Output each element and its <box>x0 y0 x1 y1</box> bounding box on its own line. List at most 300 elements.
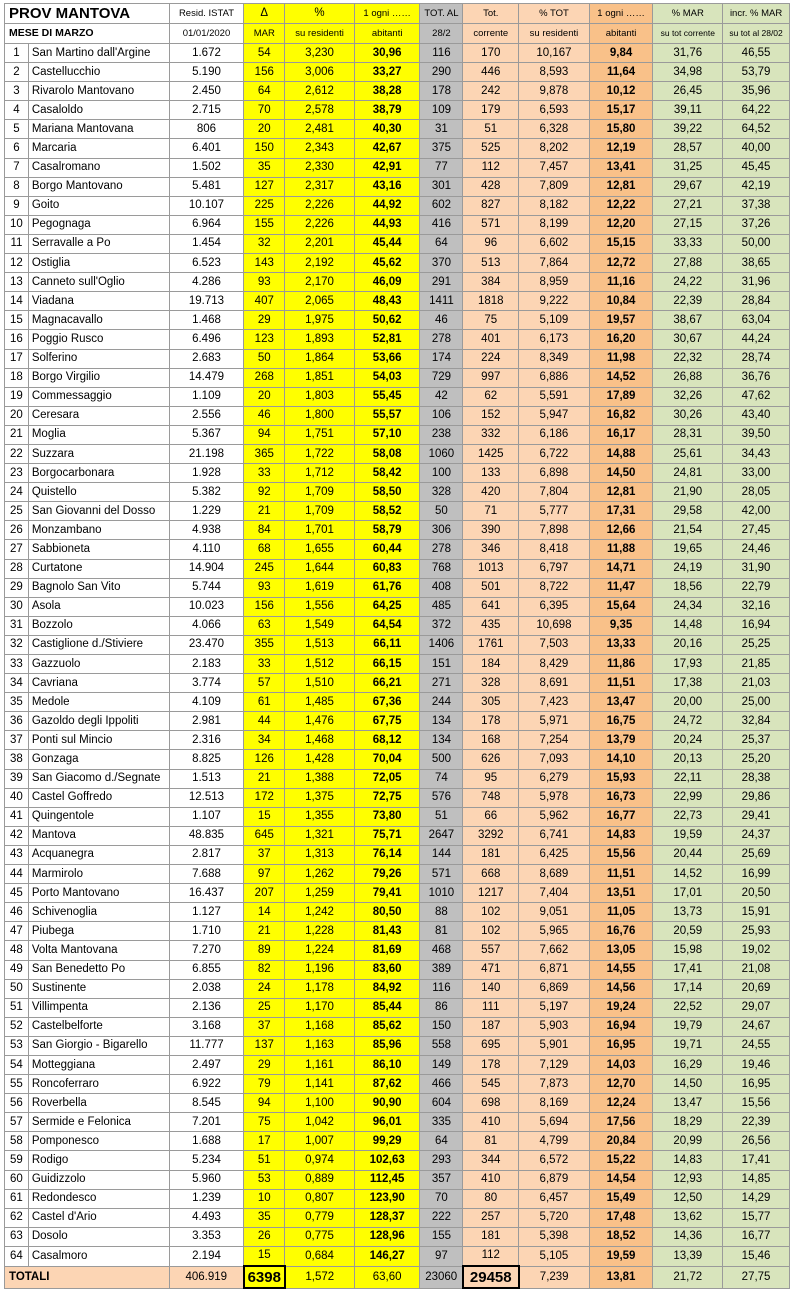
pctmar-cell: 39,11 <box>653 101 723 120</box>
row-number: 1 <box>5 44 29 63</box>
totcorr-cell: 178 <box>463 712 519 731</box>
pct-cell: 2,343 <box>285 139 355 158</box>
resid-cell: 8.545 <box>169 1094 244 1113</box>
pctmar-cell: 27,21 <box>653 196 723 215</box>
table-row <box>5 578 790 597</box>
totals-label: TOTALI <box>5 1266 170 1288</box>
row-number: 26 <box>5 521 29 540</box>
table-row <box>5 998 790 1017</box>
resid-cell: 23.470 <box>169 635 244 654</box>
totcorr-cell: 698 <box>463 1094 519 1113</box>
pct-cell: 1,556 <box>285 597 355 616</box>
total-cell: 178 <box>420 82 463 101</box>
incr-cell: 44,24 <box>723 330 790 349</box>
comune-name: Ostiglia <box>28 254 169 273</box>
incr-cell: 20,69 <box>723 979 790 998</box>
incr-cell: 24,55 <box>723 1036 790 1055</box>
pctmar-cell: 17,38 <box>653 674 723 693</box>
row-number: 5 <box>5 120 29 139</box>
pct-cell: 2,481 <box>285 120 355 139</box>
incr-cell: 64,22 <box>723 101 790 120</box>
row-number: 42 <box>5 826 29 845</box>
table-row <box>5 273 790 292</box>
resid-cell: 2.556 <box>169 406 244 425</box>
resid-cell: 2.183 <box>169 655 244 674</box>
row-number: 47 <box>5 922 29 941</box>
resid-cell: 5.481 <box>169 177 244 196</box>
pct-cell: 1,259 <box>285 884 355 903</box>
row-number: 20 <box>5 406 29 425</box>
ogni2-cell: 16,20 <box>589 330 653 349</box>
totcorr-cell: 557 <box>463 941 519 960</box>
comune-name: San Giorgio - Bigarello <box>28 1036 169 1055</box>
delta-cell: 155 <box>244 215 285 234</box>
comune-name: Gonzaga <box>28 750 169 769</box>
pcttot-cell: 5,947 <box>519 406 590 425</box>
pcttot-cell: 8,169 <box>519 1094 590 1113</box>
table-row <box>5 655 790 674</box>
pcttot-cell: 8,722 <box>519 578 590 597</box>
pct-cell: 1,163 <box>285 1036 355 1055</box>
pctmar-cell: 22,32 <box>653 349 723 368</box>
ogni-cell: 123,90 <box>354 1189 420 1208</box>
pcttot-cell: 7,423 <box>519 693 590 712</box>
pcttot-cell: 7,093 <box>519 750 590 769</box>
ogni2-cell: 15,93 <box>589 769 653 788</box>
incr-cell: 21,08 <box>723 960 790 979</box>
total-cell: 144 <box>420 845 463 864</box>
pct-cell: 1,485 <box>285 693 355 712</box>
table-row <box>5 1170 790 1189</box>
ogni-cell: 48,43 <box>354 292 420 311</box>
delta-cell: 94 <box>244 425 285 444</box>
comune-name: Quingentole <box>28 807 169 826</box>
comune-name: Gazzuolo <box>28 655 169 674</box>
ogni2-cell: 20,84 <box>589 1132 653 1151</box>
pctmar-cell: 20,99 <box>653 1132 723 1151</box>
incr-cell: 35,96 <box>723 82 790 101</box>
row-number: 55 <box>5 1075 29 1094</box>
sheet-subtitle: MESE DI MARZO <box>5 24 170 44</box>
delta-cell: 143 <box>244 254 285 273</box>
incr-cell: 39,50 <box>723 425 790 444</box>
totcorr-cell: 641 <box>463 597 519 616</box>
totcorr-cell: 178 <box>463 1055 519 1074</box>
delta-cell: 21 <box>244 922 285 941</box>
table-row <box>5 865 790 884</box>
totcorr-cell: 305 <box>463 693 519 712</box>
ogni2-cell: 19,24 <box>589 998 653 1017</box>
pct-cell: 1,513 <box>285 635 355 654</box>
resid-cell: 2.450 <box>169 82 244 101</box>
resid-cell: 6.496 <box>169 330 244 349</box>
ogni-cell: 55,57 <box>354 406 420 425</box>
pctmar-cell: 19,71 <box>653 1036 723 1055</box>
row-number: 54 <box>5 1055 29 1074</box>
resid-cell: 4.938 <box>169 521 244 540</box>
table-row <box>5 330 790 349</box>
incr-cell: 21,03 <box>723 674 790 693</box>
pct-cell: 1,864 <box>285 349 355 368</box>
row-number: 53 <box>5 1036 29 1055</box>
row-number: 27 <box>5 540 29 559</box>
table-row <box>5 1017 790 1036</box>
totcorr-cell: 75 <box>463 311 519 330</box>
pctmar-cell: 30,67 <box>653 330 723 349</box>
totcorr-cell: 170 <box>463 44 519 63</box>
row-number: 39 <box>5 769 29 788</box>
ogni2-cell: 13,47 <box>589 693 653 712</box>
ogni2-cell: 13,79 <box>589 731 653 750</box>
total-cell: 602 <box>420 196 463 215</box>
comune-name: Casalromano <box>28 158 169 177</box>
totcorr-cell: 140 <box>463 979 519 998</box>
incr-cell: 16,94 <box>723 616 790 635</box>
pcttot-cell: 7,864 <box>519 254 590 273</box>
row-number: 57 <box>5 1113 29 1132</box>
delta-cell: 89 <box>244 941 285 960</box>
ogni-cell: 44,92 <box>354 196 420 215</box>
total-cell: 468 <box>420 941 463 960</box>
table-row <box>5 311 790 330</box>
resid-cell: 2.817 <box>169 845 244 864</box>
table-row <box>5 177 790 196</box>
table-row <box>5 1208 790 1227</box>
pcttot-cell: 6,741 <box>519 826 590 845</box>
delta-cell: 156 <box>244 63 285 82</box>
header-pcttot-1: % TOT <box>519 4 590 24</box>
ogni-cell: 46,09 <box>354 273 420 292</box>
totcorr-cell: 435 <box>463 616 519 635</box>
table-row <box>5 845 790 864</box>
ogni2-cell: 11,64 <box>589 63 653 82</box>
ogni2-cell: 18,52 <box>589 1227 653 1246</box>
incr-cell: 46,55 <box>723 44 790 63</box>
comune-name: Guidizzolo <box>28 1170 169 1189</box>
total-cell: 558 <box>420 1036 463 1055</box>
delta-cell: 225 <box>244 196 285 215</box>
row-number: 52 <box>5 1017 29 1036</box>
pcttot-cell: 6,173 <box>519 330 590 349</box>
row-number: 17 <box>5 349 29 368</box>
comune-name: Bozzolo <box>28 616 169 635</box>
comune-name: Piubega <box>28 922 169 941</box>
pct-cell: 1,141 <box>285 1075 355 1094</box>
incr-cell: 28,38 <box>723 769 790 788</box>
pcttot-cell: 4,799 <box>519 1132 590 1151</box>
pct-cell: 1,100 <box>285 1094 355 1113</box>
pct-cell: 2,578 <box>285 101 355 120</box>
comune-name: Commessaggio <box>28 387 169 406</box>
pcttot-cell: 7,898 <box>519 521 590 540</box>
row-number: 43 <box>5 845 29 864</box>
comune-name: Ponti sul Mincio <box>28 731 169 750</box>
pcttot-cell: 7,809 <box>519 177 590 196</box>
resid-cell: 5.190 <box>169 63 244 82</box>
incr-cell: 42,00 <box>723 502 790 521</box>
incr-cell: 64,52 <box>723 120 790 139</box>
header-pctmar-2: su tot corrente <box>653 24 723 44</box>
comune-name: Borgocarbonara <box>28 464 169 483</box>
pctmar-cell: 31,25 <box>653 158 723 177</box>
delta-cell: 150 <box>244 139 285 158</box>
ogni-cell: 76,14 <box>354 845 420 864</box>
totcorr-cell: 224 <box>463 349 519 368</box>
ogni2-cell: 19,57 <box>589 311 653 330</box>
sheet-title: PROV MANTOVA <box>5 4 170 24</box>
total-cell: 134 <box>420 712 463 731</box>
resid-cell: 1.127 <box>169 903 244 922</box>
pcttot-cell: 6,898 <box>519 464 590 483</box>
pctmar-cell: 17,14 <box>653 979 723 998</box>
total-cell: 357 <box>420 1170 463 1189</box>
comune-name: Borgo Virgilio <box>28 368 169 387</box>
ogni2-cell: 10,84 <box>589 292 653 311</box>
table-row <box>5 616 790 635</box>
incr-cell: 15,46 <box>723 1246 790 1266</box>
incr-cell: 15,91 <box>723 903 790 922</box>
resid-cell: 2.194 <box>169 1246 244 1266</box>
ogni-cell: 112,45 <box>354 1170 420 1189</box>
totcorr-cell: 96 <box>463 234 519 253</box>
resid-cell: 1.688 <box>169 1132 244 1151</box>
pcttot-cell: 5,971 <box>519 712 590 731</box>
pctmar-cell: 28,31 <box>653 425 723 444</box>
pctmar-cell: 13,62 <box>653 1208 723 1227</box>
pct-cell: 0,974 <box>285 1151 355 1170</box>
totcorr-cell: 346 <box>463 540 519 559</box>
ogni-cell: 67,75 <box>354 712 420 731</box>
header-incr-2: su tot al 28/02 <box>723 24 790 44</box>
delta-cell: 137 <box>244 1036 285 1055</box>
comune-name: San Giacomo d./Segnate <box>28 769 169 788</box>
comune-name: Borgo Mantovano <box>28 177 169 196</box>
incr-cell: 21,85 <box>723 655 790 674</box>
pct-cell: 1,712 <box>285 464 355 483</box>
totcorr-cell: 501 <box>463 578 519 597</box>
pctmar-cell: 24,22 <box>653 273 723 292</box>
pct-cell: 0,684 <box>285 1246 355 1266</box>
comune-name: Casalmoro <box>28 1246 169 1266</box>
row-number: 56 <box>5 1094 29 1113</box>
ogni2-cell: 16,73 <box>589 788 653 807</box>
resid-cell: 1.229 <box>169 502 244 521</box>
ogni-cell: 43,16 <box>354 177 420 196</box>
totcorr-cell: 133 <box>463 464 519 483</box>
incr-cell: 38,65 <box>723 254 790 273</box>
table-row <box>5 425 790 444</box>
totcorr-cell: 102 <box>463 922 519 941</box>
pcttot-cell: 7,254 <box>519 731 590 750</box>
ogni-cell: 52,81 <box>354 330 420 349</box>
delta-cell: 51 <box>244 1151 285 1170</box>
totcorr-cell: 428 <box>463 177 519 196</box>
ogni2-cell: 12,81 <box>589 177 653 196</box>
pctmar-cell: 26,45 <box>653 82 723 101</box>
pcttot-cell: 5,694 <box>519 1113 590 1132</box>
pcttot-cell: 6,722 <box>519 444 590 463</box>
totcorr-cell: 1013 <box>463 559 519 578</box>
ogni-cell: 102,63 <box>354 1151 420 1170</box>
incr-cell: 25,25 <box>723 635 790 654</box>
pct-cell: 2,226 <box>285 196 355 215</box>
table-row <box>5 1246 790 1266</box>
resid-cell: 7.201 <box>169 1113 244 1132</box>
pcttot-cell: 5,720 <box>519 1208 590 1227</box>
total-cell: 238 <box>420 425 463 444</box>
ogni2-cell: 14,55 <box>589 960 653 979</box>
ogni-cell: 53,66 <box>354 349 420 368</box>
header-ogni2-1: 1 ogni …… <box>589 4 653 24</box>
ogni2-cell: 16,17 <box>589 425 653 444</box>
delta-cell: 21 <box>244 769 285 788</box>
totcorr-cell: 181 <box>463 845 519 864</box>
pcttot-cell: 5,978 <box>519 788 590 807</box>
comune-name: Motteggiana <box>28 1055 169 1074</box>
delta-cell: 37 <box>244 845 285 864</box>
resid-cell: 6.855 <box>169 960 244 979</box>
row-number: 11 <box>5 234 29 253</box>
row-number: 44 <box>5 865 29 884</box>
ogni-cell: 128,96 <box>354 1227 420 1246</box>
total-cell: 768 <box>420 559 463 578</box>
table-row <box>5 444 790 463</box>
ogni2-cell: 15,22 <box>589 1151 653 1170</box>
ogni-cell: 79,41 <box>354 884 420 903</box>
total-cell: 278 <box>420 330 463 349</box>
row-number: 12 <box>5 254 29 273</box>
pct-cell: 3,006 <box>285 63 355 82</box>
table-row <box>5 960 790 979</box>
total-cell: 70 <box>420 1189 463 1208</box>
delta-cell: 75 <box>244 1113 285 1132</box>
table-row <box>5 387 790 406</box>
ogni2-cell: 16,94 <box>589 1017 653 1036</box>
comune-name: Schivenoglia <box>28 903 169 922</box>
incr-cell: 32,84 <box>723 712 790 731</box>
pcttot-cell: 8,199 <box>519 215 590 234</box>
totals-totcorr: 29458 <box>463 1266 519 1288</box>
pcttot-cell: 5,903 <box>519 1017 590 1036</box>
pct-cell: 1,803 <box>285 387 355 406</box>
table-row <box>5 693 790 712</box>
pct-cell: 2,192 <box>285 254 355 273</box>
incr-cell: 53,79 <box>723 63 790 82</box>
resid-cell: 14.904 <box>169 559 244 578</box>
resid-cell: 3.168 <box>169 1017 244 1036</box>
row-number: 19 <box>5 387 29 406</box>
pctmar-cell: 14,50 <box>653 1075 723 1094</box>
total-cell: 389 <box>420 960 463 979</box>
ogni-cell: 87,62 <box>354 1075 420 1094</box>
resid-cell: 2.497 <box>169 1055 244 1074</box>
comune-name: Roncoferraro <box>28 1075 169 1094</box>
pct-cell: 1,722 <box>285 444 355 463</box>
resid-cell: 4.066 <box>169 616 244 635</box>
comune-name: Porto Mantovano <box>28 884 169 903</box>
pcttot-cell: 7,404 <box>519 884 590 903</box>
table-row <box>5 979 790 998</box>
totals-ogni: 63,60 <box>354 1266 420 1288</box>
total-cell: 64 <box>420 1132 463 1151</box>
header-ogni-1: 1 ogni …… <box>354 4 420 24</box>
delta-cell: 207 <box>244 884 285 903</box>
ogni2-cell: 16,82 <box>589 406 653 425</box>
pcttot-cell: 10,698 <box>519 616 590 635</box>
totals-ogni2: 13,81 <box>589 1266 653 1288</box>
ogni-cell: 84,92 <box>354 979 420 998</box>
incr-cell: 37,26 <box>723 215 790 234</box>
ogni-cell: 40,30 <box>354 120 420 139</box>
ogni-cell: 83,60 <box>354 960 420 979</box>
totals-incr: 27,75 <box>723 1266 790 1288</box>
ogni-cell: 85,44 <box>354 998 420 1017</box>
resid-cell: 1.710 <box>169 922 244 941</box>
resid-cell: 8.825 <box>169 750 244 769</box>
incr-cell: 25,20 <box>723 750 790 769</box>
ogni2-cell: 12,70 <box>589 1075 653 1094</box>
comune-name: Castiglione d./Stiviere <box>28 635 169 654</box>
pctmar-cell: 14,48 <box>653 616 723 635</box>
resid-cell: 6.922 <box>169 1075 244 1094</box>
ogni2-cell: 13,33 <box>589 635 653 654</box>
totcorr-cell: 168 <box>463 731 519 750</box>
pctmar-cell: 19,79 <box>653 1017 723 1036</box>
table-row <box>5 368 790 387</box>
total-cell: 1060 <box>420 444 463 463</box>
ogni2-cell: 9,84 <box>589 44 653 63</box>
totals-total: 23060 <box>420 1266 463 1288</box>
totcorr-cell: 179 <box>463 101 519 120</box>
totals-resid: 406.919 <box>169 1266 244 1288</box>
total-cell: 42 <box>420 387 463 406</box>
ogni2-cell: 11,16 <box>589 273 653 292</box>
pct-cell: 1,655 <box>285 540 355 559</box>
header-total-2: 28/2 <box>420 24 463 44</box>
comune-name: Viadana <box>28 292 169 311</box>
pct-cell: 1,751 <box>285 425 355 444</box>
total-cell: 375 <box>420 139 463 158</box>
delta-cell: 645 <box>244 826 285 845</box>
comune-name: Ceresara <box>28 406 169 425</box>
header-pct-1: % <box>285 4 355 24</box>
total-cell: 51 <box>420 807 463 826</box>
comune-name: Canneto sull'Oglio <box>28 273 169 292</box>
row-number: 32 <box>5 635 29 654</box>
pct-cell: 1,644 <box>285 559 355 578</box>
total-cell: 576 <box>420 788 463 807</box>
totcorr-cell: 525 <box>463 139 519 158</box>
total-cell: 155 <box>420 1227 463 1246</box>
pcttot-cell: 6,602 <box>519 234 590 253</box>
delta-cell: 33 <box>244 655 285 674</box>
table-row <box>5 120 790 139</box>
delta-cell: 37 <box>244 1017 285 1036</box>
comune-name: Castellucchio <box>28 63 169 82</box>
incr-cell: 19,02 <box>723 941 790 960</box>
incr-cell: 24,67 <box>723 1017 790 1036</box>
table-row <box>5 44 790 63</box>
ogni-cell: 81,69 <box>354 941 420 960</box>
ogni2-cell: 14,71 <box>589 559 653 578</box>
total-cell: 291 <box>420 273 463 292</box>
pctmar-cell: 20,16 <box>653 635 723 654</box>
incr-cell: 33,00 <box>723 464 790 483</box>
incr-cell: 22,39 <box>723 1113 790 1132</box>
pct-cell: 1,476 <box>285 712 355 731</box>
total-cell: 46 <box>420 311 463 330</box>
pctmar-cell: 38,67 <box>653 311 723 330</box>
